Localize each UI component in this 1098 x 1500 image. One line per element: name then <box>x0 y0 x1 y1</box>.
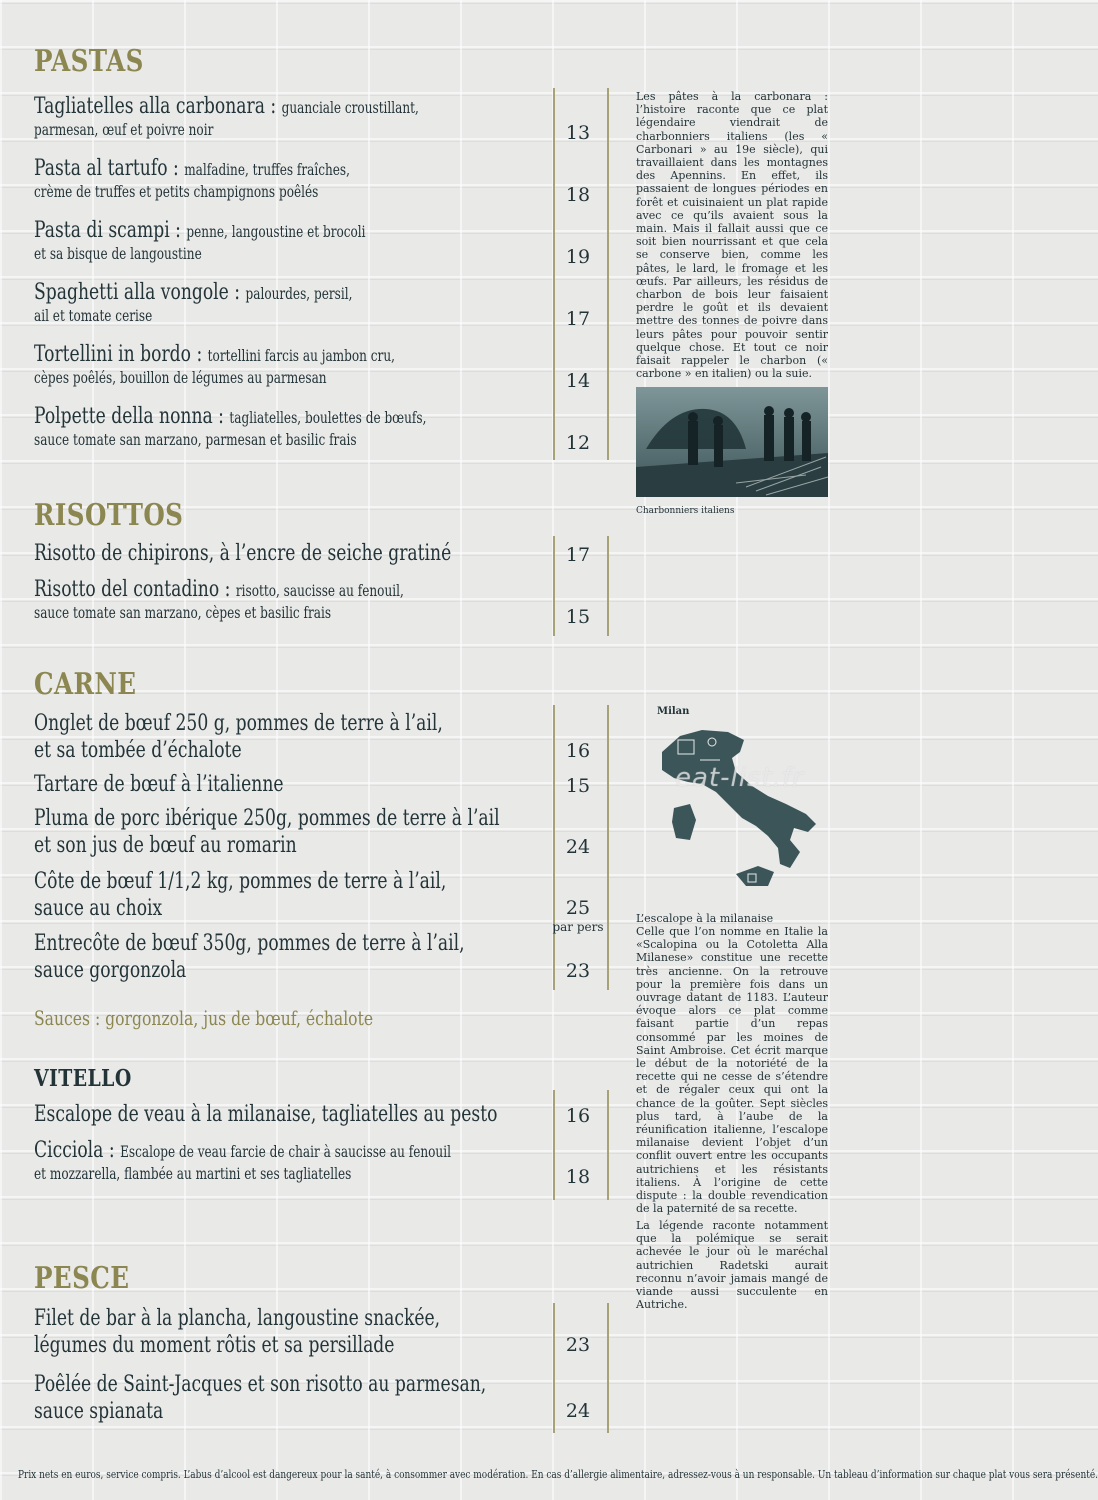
item-price: 12 <box>565 432 591 454</box>
milanaise-legend: La légende raconte notamment que la polémique se serait achevée le jour où le maréchal autrichien Radetski aurait reconnu n’avoir jamais mangé de viande aussi succulente en Autriche. <box>636 1219 828 1312</box>
item-price: 13 <box>565 122 591 144</box>
item-price: 25 <box>565 897 591 919</box>
item-price: 18 <box>565 1166 591 1188</box>
item-price: 23 <box>565 960 591 982</box>
item-price: 18 <box>565 184 591 206</box>
price-note: par pers <box>552 920 604 934</box>
item-price: 24 <box>565 836 591 858</box>
price-divider-right <box>607 705 609 990</box>
menu-item: Risotto del contadino : risotto, saucisse au fenouil, sauce tomate san marzano, cèpes et basilic frais <box>34 577 404 622</box>
menu-item: Pluma de porc ibérique 250g, pommes de terre à l’ail et son jus de bœuf au romarin <box>34 806 500 858</box>
menu-item: Spaghetti alla vongole : palourdes, persil, ail et tomate cerise <box>34 280 353 325</box>
price-divider-right <box>607 1303 609 1433</box>
item-price: 14 <box>565 370 591 392</box>
item-price: 16 <box>565 740 591 762</box>
item-price: 24 <box>565 1400 591 1422</box>
menu-item: Tortellini in bordo : tortellini farcis au jambon cru, cèpes poêlés, bouillon de légumes au parmesan <box>34 342 395 387</box>
price-divider-right <box>607 1090 609 1200</box>
section-title-risottos: RISOTTOS <box>34 498 184 533</box>
menu-item: Côte de bœuf 1/1,2 kg, pommes de terre à l’ail, sauce au choix <box>34 869 447 921</box>
menu-item: Pasta al tartufo : malfadine, truffes fraîches, crème de truffes et petits champignons poêlés <box>34 156 350 201</box>
italy-map <box>640 700 830 905</box>
item-price: 17 <box>565 308 591 330</box>
sauces-line: Sauces : gorgonzola, jus de bœuf, échalote <box>34 1006 374 1030</box>
menu-item: Onglet de bœuf 250 g, pommes de terre à l’ail, et sa tombée d’échalote <box>34 711 443 763</box>
menu-item: Polpette della nonna : tagliatelles, boulettes de bœufs, sauce tomate san marzano, parmesan et basilic frais <box>34 404 427 449</box>
charbonniers-photo <box>636 387 828 497</box>
menu-item: Tagliatelles alla carbonara : guanciale croustillant, parmesan, œuf et poivre noir <box>34 94 419 139</box>
map-label: Milan <box>657 706 690 717</box>
menu-item: Filet de bar à la plancha, langoustine snackée, légumes du moment rôtis et sa persillade <box>34 1306 441 1358</box>
milanaise-story: Celle que l’on nomme en Italie la «Scalopina ou la Cotoletta Alla Milanese» constitue une recette très ancienne. On la retrouve pour la première fois dans un ouvrage datant de 1183. L’auteur évoque alors ce plat comme faisant partie d’un repas consommé par les moines de Saint Ambroise. Cet écrit marque le début de la notoriété de la recette qui ne cesse de s’étendre et de régaler ceux qui ont la chance de la goûter. Sept siècles plus tard, à l’aube de la réunification italienne, l’escalope milanaise devient l’objet d’un conflit ouvert entre les occupants autrichiens et les résistants italiens. À l’origine de cette dispute : la double revendication de la paternité de sa recette. <box>636 925 828 1216</box>
carbonara-story: Les pâtes à la carbonara : l’histoire raconte que ce plat légendaire viendrait de charbonniers italiens (les « Carbonari » au 19e siècle), qui travaillaient dans les montagnes des Apennins. En effet, ils passaient de longues périodes en forêt et cuisinaient un plat rapide avec ce qu’ils avaient sous la main. Mais il fallait aussi que ce soit bien nourrissant et que cela se conserve bien, comme les pâtes, le lard, le fromage et les œufs. Par ailleurs, les résidus de charbon de bois leur faisaient perdre le goût et ils devaient mettre des tonnes de poivre dans leurs pâtes pour pouvoir sentir quelque chose. Et tout ce noir faisait rappeler le charbon (« carbone » en italien) ou la suie. <box>636 90 828 381</box>
section-title-pastas: PASTAS <box>34 44 144 79</box>
section-title-carne: CARNE <box>34 667 137 702</box>
photo-caption: Charbonniers italiens <box>636 506 735 516</box>
menu-item: Pasta di scampi : penne, langoustine et brocoli et sa bisque de langoustine <box>34 218 366 263</box>
menu-item: Risotto de chipirons, à l’encre de seiche gratiné <box>34 541 452 566</box>
footer-legal-notice: Prix nets en euros, service compris. L’abus d’alcool est dangereux pour la santé, à consommer avec modération. En cas d’allergie alimentaire, adressez-vous à un responsable. Un tableau d’information sur chaque plat vous sera présenté. <box>18 1468 1098 1481</box>
item-price: 15 <box>565 606 591 628</box>
menu-item: Escalope de veau à la milanaise, tagliatelles au pesto <box>34 1102 498 1127</box>
menu-item: Tartare de bœuf à l’italienne <box>34 772 284 797</box>
menu-item: Cicciola : Escalope de veau farcie de chair à saucisse au fenouil et mozzarella, flambée au martini et ses tagliatelles <box>34 1138 451 1183</box>
menu-item: Entrecôte de bœuf 350g, pommes de terre à l’ail, sauce gorgonzola <box>34 931 465 983</box>
watermark: eat-list.fr <box>675 763 804 793</box>
item-price: 23 <box>565 1334 591 1356</box>
milanaise-title: L’escalope à la milanaise <box>636 912 774 925</box>
price-divider-right <box>607 536 609 636</box>
menu-item: Poêlée de Saint-Jacques et son risotto au parmesan, sauce spianata <box>34 1372 487 1424</box>
item-price: 15 <box>565 775 591 797</box>
item-price: 17 <box>565 544 591 566</box>
price-divider-right <box>607 88 609 460</box>
item-price: 19 <box>565 246 591 268</box>
section-title-pesce: PESCE <box>34 1261 130 1296</box>
section-title-vitello: VITELLO <box>34 1065 132 1092</box>
item-price: 16 <box>565 1105 591 1127</box>
